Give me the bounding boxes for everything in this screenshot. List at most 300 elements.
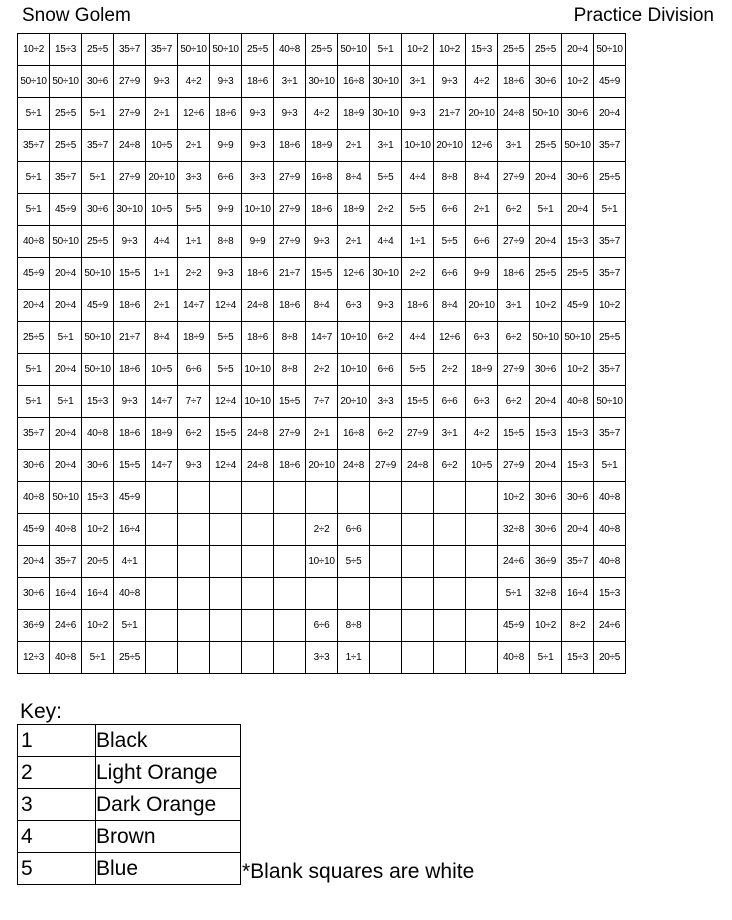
grid-cell[interactable] [242,546,274,578]
grid-cell[interactable] [466,482,498,514]
grid-cell[interactable]: 18÷6 [498,258,530,290]
grid-cell[interactable]: 9÷3 [242,130,274,162]
grid-cell[interactable]: 24÷8 [242,418,274,450]
grid-cell[interactable]: 8÷4 [338,162,370,194]
grid-cell[interactable]: 50÷10 [594,34,626,66]
grid-cell[interactable]: 5÷1 [498,578,530,610]
grid-cell[interactable]: 30÷6 [562,98,594,130]
grid-cell[interactable]: 40÷8 [594,546,626,578]
grid-cell[interactable]: 18÷9 [306,130,338,162]
grid-cell[interactable]: 20÷4 [50,354,82,386]
grid-cell[interactable] [274,546,306,578]
grid-cell[interactable]: 5÷1 [82,98,114,130]
grid-cell[interactable]: 27÷9 [114,162,146,194]
grid-cell[interactable] [274,482,306,514]
grid-cell[interactable]: 32÷8 [498,514,530,546]
grid-cell[interactable]: 40÷8 [50,514,82,546]
grid-cell[interactable] [178,578,210,610]
grid-cell[interactable]: 27÷9 [114,98,146,130]
grid-cell[interactable]: 18÷9 [178,322,210,354]
grid-cell[interactable]: 3÷1 [498,290,530,322]
grid-cell[interactable]: 40÷8 [82,418,114,450]
grid-cell[interactable]: 9÷3 [306,226,338,258]
grid-cell[interactable]: 1÷1 [146,258,178,290]
grid-cell[interactable]: 10÷10 [242,386,274,418]
grid-cell[interactable]: 35÷7 [18,130,50,162]
grid-cell[interactable]: 24÷8 [114,130,146,162]
grid-cell[interactable]: 35÷7 [594,130,626,162]
grid-cell[interactable] [146,514,178,546]
grid-cell[interactable]: 32÷8 [530,578,562,610]
grid-cell[interactable]: 2÷2 [306,514,338,546]
grid-cell[interactable]: 6÷6 [338,514,370,546]
grid-cell[interactable]: 3÷3 [306,642,338,674]
grid-cell[interactable] [210,578,242,610]
grid-cell[interactable]: 50÷10 [178,34,210,66]
grid-cell[interactable] [402,546,434,578]
grid-cell[interactable]: 12÷6 [434,322,466,354]
grid-cell[interactable]: 25÷5 [306,34,338,66]
grid-cell[interactable] [146,482,178,514]
grid-cell[interactable]: 6÷6 [306,610,338,642]
grid-cell[interactable]: 5÷5 [370,162,402,194]
grid-cell[interactable]: 18÷6 [274,130,306,162]
grid-cell[interactable]: 9÷9 [242,226,274,258]
grid-cell[interactable]: 20÷4 [50,290,82,322]
grid-cell[interactable]: 20÷10 [146,162,178,194]
grid-cell[interactable] [178,546,210,578]
grid-cell[interactable]: 9÷3 [210,258,242,290]
grid-cell[interactable]: 50÷10 [82,258,114,290]
grid-cell[interactable] [402,482,434,514]
grid-cell[interactable]: 14÷7 [306,322,338,354]
grid-cell[interactable]: 6÷2 [370,322,402,354]
grid-cell[interactable]: 9÷9 [210,194,242,226]
grid-cell[interactable]: 6÷6 [370,354,402,386]
grid-cell[interactable]: 30÷6 [82,66,114,98]
grid-cell[interactable] [274,642,306,674]
grid-cell[interactable]: 15÷5 [402,386,434,418]
grid-cell[interactable]: 20÷5 [82,546,114,578]
grid-cell[interactable]: 27÷9 [498,354,530,386]
grid-cell[interactable] [146,546,178,578]
grid-cell[interactable] [370,610,402,642]
grid-cell[interactable]: 6÷2 [498,194,530,226]
grid-cell[interactable]: 21÷7 [114,322,146,354]
grid-cell[interactable]: 16÷8 [338,66,370,98]
grid-cell[interactable] [210,546,242,578]
grid-cell[interactable]: 16÷8 [306,162,338,194]
grid-cell[interactable]: 6÷3 [466,322,498,354]
grid-cell[interactable] [434,578,466,610]
grid-cell[interactable]: 50÷10 [530,322,562,354]
grid-cell[interactable]: 50÷10 [82,322,114,354]
grid-cell[interactable]: 50÷10 [562,130,594,162]
grid-cell[interactable]: 24÷8 [498,98,530,130]
grid-cell[interactable]: 24÷8 [402,450,434,482]
grid-cell[interactable]: 8÷8 [274,354,306,386]
grid-cell[interactable]: 1÷1 [402,226,434,258]
grid-cell[interactable]: 16÷4 [50,578,82,610]
grid-cell[interactable]: 35÷7 [82,130,114,162]
grid-cell[interactable]: 50÷10 [18,66,50,98]
grid-cell[interactable]: 18÷6 [242,322,274,354]
grid-cell[interactable] [146,642,178,674]
grid-cell[interactable]: 27÷9 [498,162,530,194]
grid-cell[interactable]: 15÷5 [114,258,146,290]
grid-cell[interactable]: 2÷1 [466,194,498,226]
grid-cell[interactable]: 50÷10 [82,354,114,386]
grid-cell[interactable]: 2÷1 [338,130,370,162]
grid-cell[interactable]: 40÷8 [562,386,594,418]
grid-cell[interactable]: 5÷5 [338,546,370,578]
grid-cell[interactable]: 15÷3 [562,418,594,450]
grid-cell[interactable]: 7÷7 [178,386,210,418]
grid-cell[interactable]: 20÷5 [594,642,626,674]
grid-cell[interactable]: 4÷2 [306,98,338,130]
grid-cell[interactable]: 10÷2 [402,34,434,66]
grid-cell[interactable]: 2÷1 [146,290,178,322]
grid-cell[interactable]: 3÷1 [274,66,306,98]
grid-cell[interactable]: 27÷9 [498,226,530,258]
grid-cell[interactable] [434,642,466,674]
grid-cell[interactable]: 5÷1 [82,162,114,194]
grid-cell[interactable]: 18÷9 [146,418,178,450]
grid-cell[interactable]: 10÷10 [338,354,370,386]
grid-cell[interactable]: 5÷1 [530,194,562,226]
grid-cell[interactable] [306,578,338,610]
grid-cell[interactable]: 16÷4 [562,578,594,610]
grid-cell[interactable]: 9÷3 [146,66,178,98]
grid-cell[interactable]: 3÷1 [498,130,530,162]
grid-cell[interactable]: 4÷2 [178,66,210,98]
grid-cell[interactable]: 45÷9 [562,290,594,322]
grid-cell[interactable] [210,482,242,514]
grid-cell[interactable]: 6÷2 [498,386,530,418]
grid-cell[interactable]: 15÷3 [530,418,562,450]
grid-cell[interactable]: 10÷5 [146,194,178,226]
grid-cell[interactable] [466,578,498,610]
grid-cell[interactable]: 36÷9 [18,610,50,642]
grid-cell[interactable]: 20÷4 [530,450,562,482]
grid-cell[interactable]: 25÷5 [594,162,626,194]
grid-cell[interactable]: 40÷8 [114,578,146,610]
grid-cell[interactable]: 6÷6 [434,194,466,226]
grid-cell[interactable]: 5÷1 [18,194,50,226]
grid-cell[interactable]: 27÷9 [114,66,146,98]
grid-cell[interactable]: 30÷10 [370,66,402,98]
grid-cell[interactable]: 30÷10 [370,98,402,130]
grid-cell[interactable]: 3÷1 [370,130,402,162]
grid-cell[interactable]: 15÷3 [82,482,114,514]
grid-cell[interactable]: 5÷5 [434,226,466,258]
grid-cell[interactable]: 16÷8 [338,418,370,450]
grid-cell[interactable]: 15÷3 [82,386,114,418]
grid-cell[interactable]: 12÷4 [210,386,242,418]
grid-cell[interactable]: 45÷9 [594,66,626,98]
grid-cell[interactable]: 10÷2 [562,66,594,98]
grid-cell[interactable]: 25÷5 [530,258,562,290]
grid-cell[interactable]: 21÷7 [434,98,466,130]
grid-cell[interactable]: 2÷1 [338,226,370,258]
grid-cell[interactable]: 9÷3 [370,290,402,322]
grid-cell[interactable]: 50÷10 [210,34,242,66]
grid-cell[interactable]: 30÷6 [18,450,50,482]
grid-cell[interactable]: 45÷9 [498,610,530,642]
grid-cell[interactable]: 12÷6 [178,98,210,130]
grid-cell[interactable]: 5÷1 [594,194,626,226]
grid-cell[interactable]: 9÷3 [114,226,146,258]
grid-cell[interactable]: 5÷5 [178,194,210,226]
grid-cell[interactable]: 14÷7 [146,450,178,482]
grid-cell[interactable]: 35÷7 [114,34,146,66]
grid-cell[interactable]: 6÷3 [466,386,498,418]
grid-cell[interactable]: 30÷6 [530,514,562,546]
grid-cell[interactable]: 50÷10 [50,226,82,258]
grid-cell[interactable]: 25÷5 [530,130,562,162]
grid-cell[interactable]: 7÷7 [306,386,338,418]
grid-cell[interactable]: 2÷2 [402,258,434,290]
grid-cell[interactable]: 15÷3 [594,578,626,610]
grid-cell[interactable]: 4÷2 [466,418,498,450]
grid-cell[interactable]: 15÷3 [562,450,594,482]
grid-cell[interactable] [338,578,370,610]
grid-cell[interactable]: 50÷10 [530,98,562,130]
grid-cell[interactable]: 35÷7 [562,546,594,578]
grid-cell[interactable]: 18÷6 [402,290,434,322]
grid-cell[interactable]: 5÷1 [18,354,50,386]
grid-cell[interactable]: 12÷6 [466,130,498,162]
grid-cell[interactable]: 5÷1 [594,450,626,482]
grid-cell[interactable]: 27÷9 [498,450,530,482]
grid-cell[interactable]: 30÷6 [562,482,594,514]
grid-cell[interactable] [370,546,402,578]
grid-cell[interactable]: 10÷2 [18,34,50,66]
grid-cell[interactable]: 6÷6 [434,386,466,418]
grid-cell[interactable]: 20÷4 [50,418,82,450]
grid-cell[interactable]: 20÷4 [562,34,594,66]
grid-cell[interactable]: 8÷2 [562,610,594,642]
grid-cell[interactable]: 6÷6 [434,258,466,290]
grid-cell[interactable]: 18÷9 [466,354,498,386]
grid-cell[interactable]: 25÷5 [82,34,114,66]
grid-cell[interactable] [402,578,434,610]
grid-cell[interactable]: 10÷2 [530,290,562,322]
grid-cell[interactable]: 16÷4 [82,578,114,610]
grid-cell[interactable]: 10÷5 [146,130,178,162]
grid-cell[interactable]: 15÷3 [562,226,594,258]
grid-cell[interactable] [274,514,306,546]
grid-cell[interactable]: 25÷5 [242,34,274,66]
grid-cell[interactable]: 1÷1 [178,226,210,258]
grid-cell[interactable]: 15÷5 [114,450,146,482]
grid-cell[interactable]: 24÷8 [242,450,274,482]
grid-cell[interactable]: 5÷5 [210,354,242,386]
grid-cell[interactable]: 50÷10 [562,322,594,354]
grid-cell[interactable] [466,546,498,578]
grid-cell[interactable]: 9÷3 [114,386,146,418]
grid-cell[interactable] [210,514,242,546]
grid-cell[interactable] [370,482,402,514]
grid-cell[interactable]: 27÷9 [370,450,402,482]
grid-cell[interactable]: 25÷5 [50,98,82,130]
grid-cell[interactable]: 25÷5 [50,130,82,162]
grid-cell[interactable]: 30÷6 [530,66,562,98]
grid-cell[interactable]: 5÷1 [370,34,402,66]
grid-cell[interactable]: 25÷5 [498,34,530,66]
grid-cell[interactable]: 8÷8 [210,226,242,258]
grid-cell[interactable] [466,610,498,642]
grid-cell[interactable]: 9÷3 [434,66,466,98]
grid-cell[interactable]: 9÷3 [178,450,210,482]
grid-cell[interactable]: 25÷5 [114,642,146,674]
grid-cell[interactable]: 30÷6 [530,354,562,386]
grid-cell[interactable]: 3÷1 [402,66,434,98]
grid-cell[interactable]: 2÷2 [306,354,338,386]
grid-cell[interactable]: 45÷9 [18,258,50,290]
grid-cell[interactable] [242,642,274,674]
grid-cell[interactable]: 15÷3 [50,34,82,66]
grid-cell[interactable] [306,482,338,514]
grid-cell[interactable]: 25÷5 [562,258,594,290]
grid-cell[interactable]: 25÷5 [594,322,626,354]
grid-cell[interactable]: 18÷6 [274,450,306,482]
grid-cell[interactable]: 14÷7 [178,290,210,322]
grid-cell[interactable]: 40÷8 [18,482,50,514]
grid-cell[interactable]: 3÷3 [178,162,210,194]
grid-cell[interactable]: 15÷3 [466,34,498,66]
grid-cell[interactable]: 18÷6 [306,194,338,226]
grid-cell[interactable]: 12÷4 [210,290,242,322]
grid-cell[interactable] [434,546,466,578]
grid-cell[interactable]: 8÷4 [146,322,178,354]
grid-cell[interactable]: 5÷1 [18,162,50,194]
grid-cell[interactable]: 15÷5 [498,418,530,450]
grid-cell[interactable]: 18÷6 [114,290,146,322]
grid-cell[interactable] [338,482,370,514]
grid-cell[interactable]: 4÷2 [466,66,498,98]
grid-cell[interactable] [146,578,178,610]
grid-cell[interactable]: 15÷5 [274,386,306,418]
grid-cell[interactable]: 30÷10 [306,66,338,98]
grid-cell[interactable]: 9÷3 [210,66,242,98]
grid-cell[interactable]: 12÷3 [18,642,50,674]
grid-cell[interactable]: 15÷3 [562,642,594,674]
grid-cell[interactable]: 9÷3 [402,98,434,130]
grid-cell[interactable]: 30÷6 [18,578,50,610]
grid-cell[interactable]: 35÷7 [594,226,626,258]
grid-cell[interactable]: 12÷6 [338,258,370,290]
grid-cell[interactable] [434,482,466,514]
grid-cell[interactable]: 50÷10 [50,482,82,514]
grid-cell[interactable]: 10÷5 [466,450,498,482]
grid-cell[interactable]: 5÷1 [50,322,82,354]
grid-cell[interactable]: 35÷7 [18,418,50,450]
grid-cell[interactable] [370,578,402,610]
grid-cell[interactable]: 6÷2 [370,418,402,450]
grid-cell[interactable]: 20÷10 [434,130,466,162]
grid-cell[interactable]: 35÷7 [594,418,626,450]
grid-cell[interactable]: 27÷9 [274,226,306,258]
grid-cell[interactable]: 35÷7 [594,354,626,386]
grid-cell[interactable] [274,578,306,610]
grid-cell[interactable]: 20÷4 [18,546,50,578]
grid-cell[interactable]: 3÷3 [370,386,402,418]
grid-cell[interactable]: 18÷6 [242,258,274,290]
grid-cell[interactable] [146,610,178,642]
grid-cell[interactable]: 4÷4 [402,322,434,354]
grid-cell[interactable]: 45÷9 [18,514,50,546]
grid-cell[interactable]: 27÷9 [402,418,434,450]
grid-cell[interactable]: 18÷9 [338,194,370,226]
grid-cell[interactable]: 30÷6 [562,162,594,194]
grid-cell[interactable] [178,642,210,674]
grid-cell[interactable] [242,578,274,610]
grid-cell[interactable]: 10÷2 [82,610,114,642]
grid-cell[interactable]: 2÷1 [306,418,338,450]
grid-cell[interactable]: 40÷8 [18,226,50,258]
grid-cell[interactable]: 5÷1 [50,386,82,418]
grid-cell[interactable] [466,514,498,546]
grid-cell[interactable]: 8÷4 [434,290,466,322]
grid-cell[interactable]: 14÷7 [146,386,178,418]
grid-cell[interactable]: 18÷6 [498,66,530,98]
grid-cell[interactable]: 18÷6 [242,66,274,98]
grid-cell[interactable]: 20÷4 [562,514,594,546]
grid-cell[interactable]: 15÷5 [306,258,338,290]
grid-cell[interactable]: 10÷2 [82,514,114,546]
grid-cell[interactable]: 5÷5 [210,322,242,354]
grid-cell[interactable]: 24÷6 [50,610,82,642]
grid-cell[interactable]: 25÷5 [530,34,562,66]
grid-cell[interactable]: 6÷6 [466,226,498,258]
grid-cell[interactable]: 30÷10 [370,258,402,290]
grid-cell[interactable]: 30÷6 [82,450,114,482]
grid-cell[interactable]: 5÷1 [530,642,562,674]
grid-cell[interactable]: 9÷3 [274,98,306,130]
grid-cell[interactable]: 9÷9 [210,130,242,162]
grid-cell[interactable]: 8÷8 [274,322,306,354]
grid-cell[interactable]: 4÷4 [146,226,178,258]
grid-cell[interactable]: 45÷9 [114,482,146,514]
grid-cell[interactable]: 6÷6 [210,162,242,194]
grid-cell[interactable]: 45÷9 [50,194,82,226]
grid-cell[interactable] [370,642,402,674]
grid-cell[interactable]: 40÷8 [594,514,626,546]
grid-cell[interactable]: 5÷1 [82,642,114,674]
grid-cell[interactable]: 18÷6 [210,98,242,130]
grid-cell[interactable] [242,482,274,514]
grid-cell[interactable]: 6÷2 [178,418,210,450]
grid-cell[interactable]: 10÷10 [242,354,274,386]
grid-cell[interactable]: 10÷2 [562,354,594,386]
grid-cell[interactable]: 2÷2 [434,354,466,386]
grid-cell[interactable] [178,482,210,514]
grid-cell[interactable]: 3÷1 [434,418,466,450]
grid-cell[interactable]: 4÷4 [402,162,434,194]
grid-cell[interactable]: 40÷8 [274,34,306,66]
grid-cell[interactable]: 40÷8 [594,482,626,514]
grid-cell[interactable]: 25÷5 [82,226,114,258]
grid-cell[interactable]: 50÷10 [338,34,370,66]
grid-cell[interactable] [274,610,306,642]
grid-cell[interactable] [210,642,242,674]
grid-cell[interactable]: 20÷4 [530,226,562,258]
grid-cell[interactable] [434,514,466,546]
grid-cell[interactable]: 35÷7 [50,546,82,578]
grid-cell[interactable]: 45÷9 [82,290,114,322]
grid-cell[interactable]: 6÷6 [178,354,210,386]
